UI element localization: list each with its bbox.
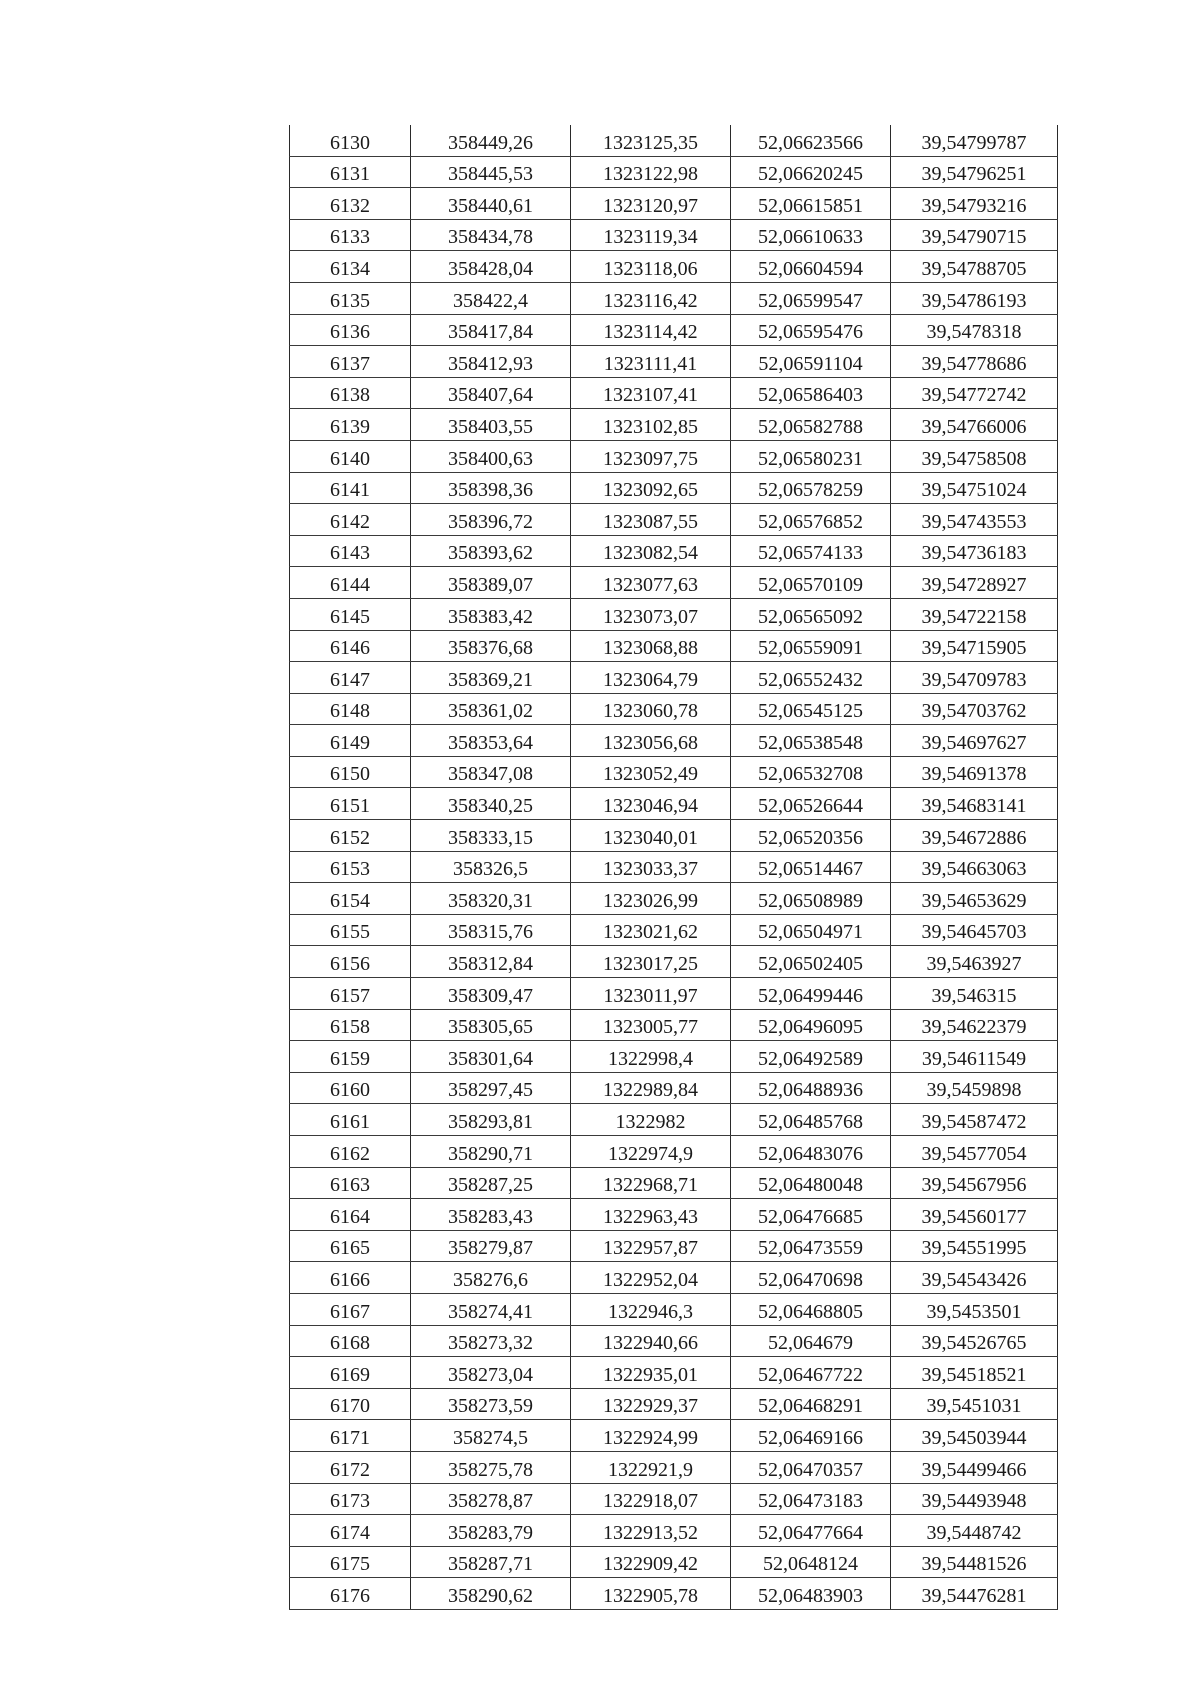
table-row [290, 725, 1058, 757]
table-row [290, 314, 1058, 346]
longitude-cell: 39,54758508 [891, 440, 1058, 472]
longitude-cell: 39,5463927 [891, 946, 1058, 978]
longitude-cell: 39,54645703 [891, 914, 1058, 946]
x-coordinate-cell: 358428,04 [411, 251, 571, 283]
table-row [290, 535, 1058, 567]
table-row [290, 788, 1058, 820]
y-coordinate-cell: 1323120,97 [571, 188, 731, 220]
table-row [290, 282, 1058, 314]
latitude-cell: 52,06514467 [731, 851, 891, 883]
y-coordinate-cell: 1323046,94 [571, 788, 731, 820]
table-row [290, 1515, 1058, 1547]
x-coordinate-cell: 358398,36 [411, 472, 571, 504]
point-number-cell: 6156 [290, 946, 411, 978]
latitude-cell: 52,06502405 [731, 946, 891, 978]
longitude-cell: 39,54560177 [891, 1199, 1058, 1231]
y-coordinate-cell: 1322924,99 [571, 1420, 731, 1452]
table-row [290, 1546, 1058, 1578]
latitude-cell: 52,06532708 [731, 756, 891, 788]
table-row [290, 1451, 1058, 1483]
x-coordinate-cell: 358393,62 [411, 535, 571, 567]
x-coordinate-cell: 358273,04 [411, 1357, 571, 1389]
point-number-cell: 6155 [290, 914, 411, 946]
x-coordinate-cell: 358312,84 [411, 946, 571, 978]
latitude-cell: 52,06468805 [731, 1293, 891, 1325]
latitude-cell: 52,06477664 [731, 1515, 891, 1547]
x-coordinate-cell: 358297,45 [411, 1072, 571, 1104]
latitude-cell: 52,06470357 [731, 1451, 891, 1483]
longitude-cell: 39,54715905 [891, 630, 1058, 662]
x-coordinate-cell: 358407,64 [411, 377, 571, 409]
x-coordinate-cell: 358287,25 [411, 1167, 571, 1199]
y-coordinate-cell: 1323068,88 [571, 630, 731, 662]
table-row [290, 219, 1058, 251]
table-row [290, 820, 1058, 852]
table-row [290, 883, 1058, 915]
y-coordinate-cell: 1322968,71 [571, 1167, 731, 1199]
longitude-cell: 39,54778686 [891, 346, 1058, 378]
y-coordinate-cell: 1323107,41 [571, 377, 731, 409]
latitude-cell: 52,06468291 [731, 1388, 891, 1420]
longitude-cell: 39,546315 [891, 978, 1058, 1010]
table-row [290, 346, 1058, 378]
longitude-cell: 39,54703762 [891, 693, 1058, 725]
table-row [290, 188, 1058, 220]
latitude-cell: 52,06480048 [731, 1167, 891, 1199]
y-coordinate-cell: 1323064,79 [571, 662, 731, 694]
point-number-cell: 6159 [290, 1041, 411, 1073]
y-coordinate-cell: 1322918,07 [571, 1483, 731, 1515]
y-coordinate-cell: 1322940,66 [571, 1325, 731, 1357]
y-coordinate-cell: 1322921,9 [571, 1451, 731, 1483]
point-number-cell: 6135 [290, 282, 411, 314]
point-number-cell: 6134 [290, 251, 411, 283]
x-coordinate-cell: 358383,42 [411, 598, 571, 630]
y-coordinate-cell: 1323102,85 [571, 409, 731, 441]
longitude-cell: 39,5451031 [891, 1388, 1058, 1420]
point-number-cell: 6176 [290, 1578, 411, 1610]
longitude-cell: 39,54736183 [891, 535, 1058, 567]
point-number-cell: 6171 [290, 1420, 411, 1452]
longitude-cell: 39,54772742 [891, 377, 1058, 409]
point-number-cell: 6163 [290, 1167, 411, 1199]
y-coordinate-cell: 1322982 [571, 1104, 731, 1136]
latitude-cell: 52,06469166 [731, 1420, 891, 1452]
x-coordinate-cell: 358361,02 [411, 693, 571, 725]
table-row [290, 472, 1058, 504]
latitude-cell: 52,06473183 [731, 1483, 891, 1515]
longitude-cell: 39,54672886 [891, 820, 1058, 852]
point-number-cell: 6138 [290, 377, 411, 409]
longitude-cell: 39,54543426 [891, 1262, 1058, 1294]
longitude-cell: 39,54503944 [891, 1420, 1058, 1452]
table-row [290, 251, 1058, 283]
latitude-cell: 52,06504971 [731, 914, 891, 946]
y-coordinate-cell: 1323122,98 [571, 156, 731, 188]
longitude-cell: 39,54786193 [891, 282, 1058, 314]
longitude-cell: 39,54788705 [891, 251, 1058, 283]
point-number-cell: 6164 [290, 1199, 411, 1231]
latitude-cell: 52,06578259 [731, 472, 891, 504]
y-coordinate-cell: 1323021,62 [571, 914, 731, 946]
longitude-cell: 39,54790715 [891, 219, 1058, 251]
point-number-cell: 6132 [290, 188, 411, 220]
y-coordinate-cell: 1323060,78 [571, 693, 731, 725]
y-coordinate-cell: 1322974,9 [571, 1136, 731, 1168]
latitude-cell: 52,06591104 [731, 346, 891, 378]
x-coordinate-cell: 358301,64 [411, 1041, 571, 1073]
latitude-cell: 52,06483076 [731, 1136, 891, 1168]
y-coordinate-cell: 1323092,65 [571, 472, 731, 504]
point-number-cell: 6133 [290, 219, 411, 251]
y-coordinate-cell: 1323114,42 [571, 314, 731, 346]
latitude-cell: 52,06570109 [731, 567, 891, 599]
x-coordinate-cell: 358376,68 [411, 630, 571, 662]
x-coordinate-cell: 358440,61 [411, 188, 571, 220]
point-number-cell: 6137 [290, 346, 411, 378]
table-row [290, 1199, 1058, 1231]
latitude-cell: 52,06526644 [731, 788, 891, 820]
latitude-cell: 52,0648124 [731, 1546, 891, 1578]
point-number-cell: 6147 [290, 662, 411, 694]
latitude-cell: 52,06559091 [731, 630, 891, 662]
point-number-cell: 6174 [290, 1515, 411, 1547]
latitude-cell: 52,06499446 [731, 978, 891, 1010]
latitude-cell: 52,06483903 [731, 1578, 891, 1610]
point-number-cell: 6154 [290, 883, 411, 915]
table-row [290, 125, 1058, 156]
point-number-cell: 6143 [290, 535, 411, 567]
point-number-cell: 6168 [290, 1325, 411, 1357]
longitude-cell: 39,54518521 [891, 1357, 1058, 1389]
point-number-cell: 6173 [290, 1483, 411, 1515]
longitude-cell: 39,54799787 [891, 125, 1058, 156]
y-coordinate-cell: 1323011,97 [571, 978, 731, 1010]
point-number-cell: 6162 [290, 1136, 411, 1168]
x-coordinate-cell: 358369,21 [411, 662, 571, 694]
y-coordinate-cell: 1323097,75 [571, 440, 731, 472]
y-coordinate-cell: 1323125,35 [571, 125, 731, 156]
latitude-cell: 52,06576852 [731, 504, 891, 536]
table-row [290, 1388, 1058, 1420]
latitude-cell: 52,06508989 [731, 883, 891, 915]
table-row [290, 567, 1058, 599]
point-number-cell: 6169 [290, 1357, 411, 1389]
latitude-cell: 52,06488936 [731, 1072, 891, 1104]
latitude-cell: 52,06604594 [731, 251, 891, 283]
point-number-cell: 6157 [290, 978, 411, 1010]
longitude-cell: 39,54728927 [891, 567, 1058, 599]
coordinates-table [289, 125, 1058, 1610]
point-number-cell: 6140 [290, 440, 411, 472]
point-number-cell: 6165 [290, 1230, 411, 1262]
latitude-cell: 52,06620245 [731, 156, 891, 188]
x-coordinate-cell: 358309,47 [411, 978, 571, 1010]
table-row [290, 1009, 1058, 1041]
x-coordinate-cell: 358315,76 [411, 914, 571, 946]
table-row [290, 756, 1058, 788]
x-coordinate-cell: 358276,6 [411, 1262, 571, 1294]
longitude-cell: 39,5478318 [891, 314, 1058, 346]
latitude-cell: 52,06582788 [731, 409, 891, 441]
latitude-cell: 52,06473559 [731, 1230, 891, 1262]
y-coordinate-cell: 1322929,37 [571, 1388, 731, 1420]
longitude-cell: 39,54722158 [891, 598, 1058, 630]
x-coordinate-cell: 358283,43 [411, 1199, 571, 1231]
table-row [290, 851, 1058, 883]
x-coordinate-cell: 358290,71 [411, 1136, 571, 1168]
point-number-cell: 6175 [290, 1546, 411, 1578]
x-coordinate-cell: 358333,15 [411, 820, 571, 852]
x-coordinate-cell: 358449,26 [411, 125, 571, 156]
y-coordinate-cell: 1323017,25 [571, 946, 731, 978]
point-number-cell: 6146 [290, 630, 411, 662]
longitude-cell: 39,5448742 [891, 1515, 1058, 1547]
x-coordinate-cell: 358422,4 [411, 282, 571, 314]
y-coordinate-cell: 1323087,55 [571, 504, 731, 536]
y-coordinate-cell: 1323005,77 [571, 1009, 731, 1041]
y-coordinate-cell: 1323082,54 [571, 535, 731, 567]
latitude-cell: 52,06545125 [731, 693, 891, 725]
longitude-cell: 39,54493948 [891, 1483, 1058, 1515]
latitude-cell: 52,06492589 [731, 1041, 891, 1073]
latitude-cell: 52,06565092 [731, 598, 891, 630]
table-row [290, 693, 1058, 725]
longitude-cell: 39,54526765 [891, 1325, 1058, 1357]
latitude-cell: 52,06574133 [731, 535, 891, 567]
x-coordinate-cell: 358274,5 [411, 1420, 571, 1452]
point-number-cell: 6160 [290, 1072, 411, 1104]
x-coordinate-cell: 358305,65 [411, 1009, 571, 1041]
point-number-cell: 6167 [290, 1293, 411, 1325]
table-row [290, 1357, 1058, 1389]
x-coordinate-cell: 358389,07 [411, 567, 571, 599]
x-coordinate-cell: 358396,72 [411, 504, 571, 536]
longitude-cell: 39,54796251 [891, 156, 1058, 188]
table-row [290, 1293, 1058, 1325]
x-coordinate-cell: 358283,79 [411, 1515, 571, 1547]
point-number-cell: 6166 [290, 1262, 411, 1294]
latitude-cell: 52,06599547 [731, 282, 891, 314]
x-coordinate-cell: 358279,87 [411, 1230, 571, 1262]
table-row [290, 598, 1058, 630]
point-number-cell: 6148 [290, 693, 411, 725]
y-coordinate-cell: 1323040,01 [571, 820, 731, 852]
x-coordinate-cell: 358287,71 [411, 1546, 571, 1578]
longitude-cell: 39,54577054 [891, 1136, 1058, 1168]
x-coordinate-cell: 358278,87 [411, 1483, 571, 1515]
latitude-cell: 52,06520356 [731, 820, 891, 852]
latitude-cell: 52,06538548 [731, 725, 891, 757]
latitude-cell: 52,06496095 [731, 1009, 891, 1041]
table-row [290, 1041, 1058, 1073]
longitude-cell: 39,54499466 [891, 1451, 1058, 1483]
y-coordinate-cell: 1323118,06 [571, 251, 731, 283]
latitude-cell: 52,06470698 [731, 1262, 891, 1294]
y-coordinate-cell: 1322946,3 [571, 1293, 731, 1325]
latitude-cell: 52,06467722 [731, 1357, 891, 1389]
x-coordinate-cell: 358320,31 [411, 883, 571, 915]
x-coordinate-cell: 358412,93 [411, 346, 571, 378]
longitude-cell: 39,54476281 [891, 1578, 1058, 1610]
y-coordinate-cell: 1322905,78 [571, 1578, 731, 1610]
x-coordinate-cell: 358293,81 [411, 1104, 571, 1136]
point-number-cell: 6161 [290, 1104, 411, 1136]
x-coordinate-cell: 358400,63 [411, 440, 571, 472]
y-coordinate-cell: 1322935,01 [571, 1357, 731, 1389]
table-row [290, 1136, 1058, 1168]
table-row [290, 1167, 1058, 1199]
x-coordinate-cell: 358417,84 [411, 314, 571, 346]
longitude-cell: 39,54622379 [891, 1009, 1058, 1041]
y-coordinate-cell: 1323077,63 [571, 567, 731, 599]
table-row [290, 156, 1058, 188]
table-row [290, 978, 1058, 1010]
y-coordinate-cell: 1322957,87 [571, 1230, 731, 1262]
table-row [290, 1072, 1058, 1104]
latitude-cell: 52,06610633 [731, 219, 891, 251]
x-coordinate-cell: 358445,53 [411, 156, 571, 188]
latitude-cell: 52,064679 [731, 1325, 891, 1357]
y-coordinate-cell: 1323073,07 [571, 598, 731, 630]
longitude-cell: 39,54766006 [891, 409, 1058, 441]
x-coordinate-cell: 358434,78 [411, 219, 571, 251]
point-number-cell: 6170 [290, 1388, 411, 1420]
longitude-cell: 39,54653629 [891, 883, 1058, 915]
point-number-cell: 6139 [290, 409, 411, 441]
longitude-cell: 39,54751024 [891, 472, 1058, 504]
latitude-cell: 52,06580231 [731, 440, 891, 472]
y-coordinate-cell: 1323052,49 [571, 756, 731, 788]
point-number-cell: 6149 [290, 725, 411, 757]
table-row [290, 662, 1058, 694]
longitude-cell: 39,54697627 [891, 725, 1058, 757]
x-coordinate-cell: 358273,32 [411, 1325, 571, 1357]
latitude-cell: 52,06552432 [731, 662, 891, 694]
table-row [290, 409, 1058, 441]
longitude-cell: 39,54551995 [891, 1230, 1058, 1262]
longitude-cell: 39,54793216 [891, 188, 1058, 220]
point-number-cell: 6136 [290, 314, 411, 346]
table-row [290, 504, 1058, 536]
point-number-cell: 6151 [290, 788, 411, 820]
point-number-cell: 6152 [290, 820, 411, 852]
y-coordinate-cell: 1322909,42 [571, 1546, 731, 1578]
x-coordinate-cell: 358340,25 [411, 788, 571, 820]
point-number-cell: 6158 [290, 1009, 411, 1041]
longitude-cell: 39,54481526 [891, 1546, 1058, 1578]
point-number-cell: 6130 [290, 125, 411, 156]
latitude-cell: 52,06595476 [731, 314, 891, 346]
y-coordinate-cell: 1322989,84 [571, 1072, 731, 1104]
x-coordinate-cell: 358273,59 [411, 1388, 571, 1420]
table-row [290, 946, 1058, 978]
point-number-cell: 6172 [290, 1451, 411, 1483]
longitude-cell: 39,54611549 [891, 1041, 1058, 1073]
longitude-cell: 39,54709783 [891, 662, 1058, 694]
table-row [290, 1104, 1058, 1136]
table-row [290, 1325, 1058, 1357]
y-coordinate-cell: 1323033,37 [571, 851, 731, 883]
latitude-cell: 52,06623566 [731, 125, 891, 156]
point-number-cell: 6153 [290, 851, 411, 883]
table-row [290, 914, 1058, 946]
y-coordinate-cell: 1323056,68 [571, 725, 731, 757]
coordinates-table-body [290, 125, 1058, 1609]
point-number-cell: 6142 [290, 504, 411, 536]
y-coordinate-cell: 1322963,43 [571, 1199, 731, 1231]
table-row [290, 1578, 1058, 1610]
x-coordinate-cell: 358326,5 [411, 851, 571, 883]
point-number-cell: 6144 [290, 567, 411, 599]
point-number-cell: 6145 [290, 598, 411, 630]
latitude-cell: 52,06615851 [731, 188, 891, 220]
y-coordinate-cell: 1323116,42 [571, 282, 731, 314]
table-row [290, 1262, 1058, 1294]
table-row [290, 630, 1058, 662]
y-coordinate-cell: 1323111,41 [571, 346, 731, 378]
longitude-cell: 39,54567956 [891, 1167, 1058, 1199]
y-coordinate-cell: 1323026,99 [571, 883, 731, 915]
x-coordinate-cell: 358274,41 [411, 1293, 571, 1325]
longitude-cell: 39,5453501 [891, 1293, 1058, 1325]
table-row [290, 1230, 1058, 1262]
longitude-cell: 39,5459898 [891, 1072, 1058, 1104]
longitude-cell: 39,54587472 [891, 1104, 1058, 1136]
y-coordinate-cell: 1322952,04 [571, 1262, 731, 1294]
latitude-cell: 52,06586403 [731, 377, 891, 409]
longitude-cell: 39,54743553 [891, 504, 1058, 536]
point-number-cell: 6150 [290, 756, 411, 788]
x-coordinate-cell: 358275,78 [411, 1451, 571, 1483]
point-number-cell: 6141 [290, 472, 411, 504]
latitude-cell: 52,06485768 [731, 1104, 891, 1136]
y-coordinate-cell: 1322998,4 [571, 1041, 731, 1073]
y-coordinate-cell: 1323119,34 [571, 219, 731, 251]
y-coordinate-cell: 1322913,52 [571, 1515, 731, 1547]
latitude-cell: 52,06476685 [731, 1199, 891, 1231]
x-coordinate-cell: 358347,08 [411, 756, 571, 788]
table-row [290, 1420, 1058, 1452]
longitude-cell: 39,54663063 [891, 851, 1058, 883]
longitude-cell: 39,54683141 [891, 788, 1058, 820]
x-coordinate-cell: 358353,64 [411, 725, 571, 757]
table-row [290, 377, 1058, 409]
x-coordinate-cell: 358290,62 [411, 1578, 571, 1610]
table-row [290, 440, 1058, 472]
table-row [290, 1483, 1058, 1515]
longitude-cell: 39,54691378 [891, 756, 1058, 788]
point-number-cell: 6131 [290, 156, 411, 188]
x-coordinate-cell: 358403,55 [411, 409, 571, 441]
